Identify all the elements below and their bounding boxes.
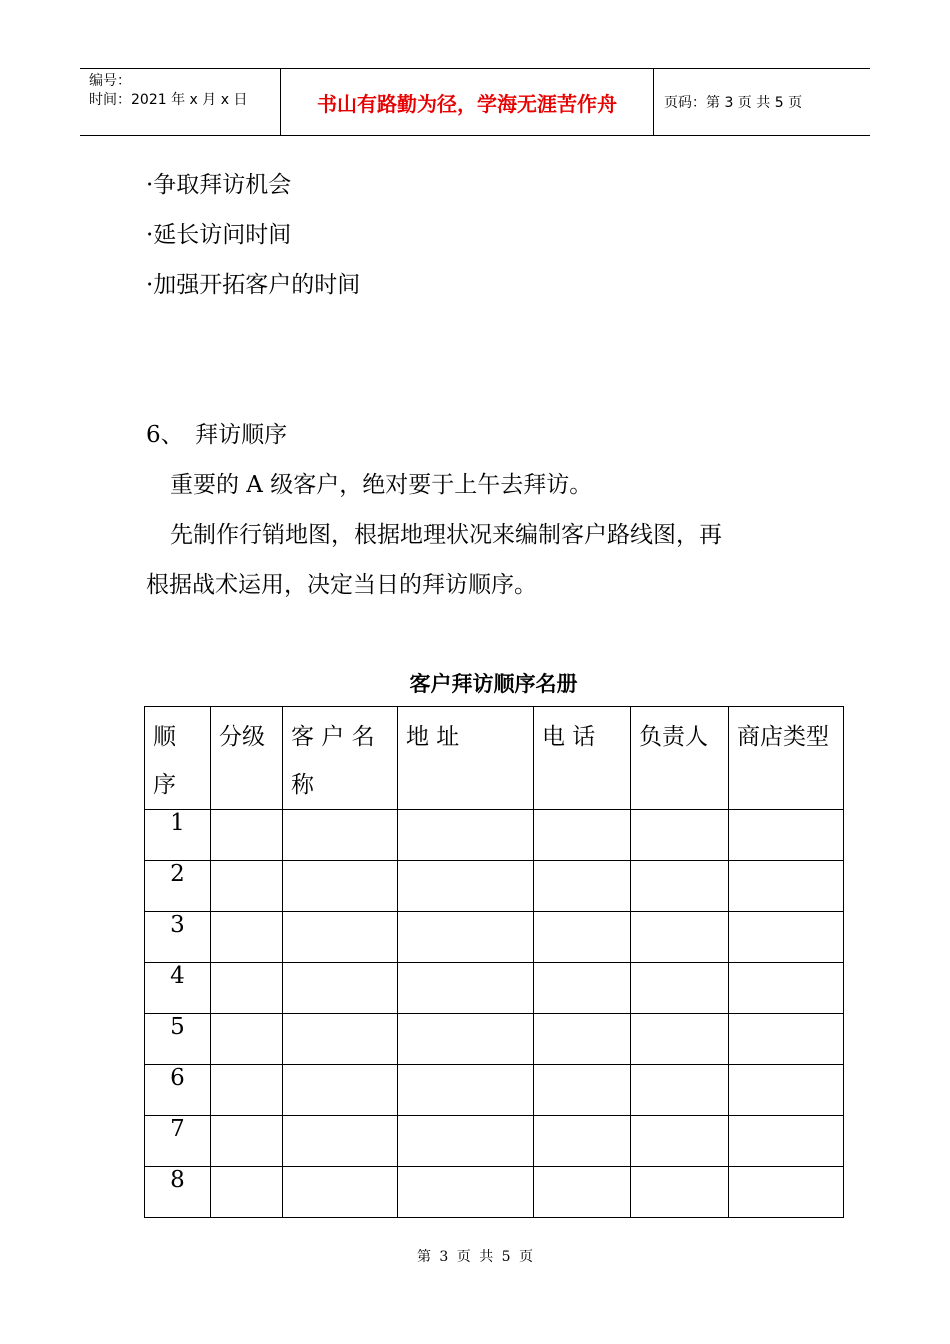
table-row — [145, 861, 844, 912]
table-row — [145, 810, 844, 861]
table-row — [145, 912, 844, 963]
header-meta — [80, 69, 281, 135]
row-number: 3 — [145, 912, 211, 963]
row-number: 7 — [145, 1116, 211, 1167]
row-number: 4 — [145, 963, 211, 1014]
col-phone: 电 话 — [534, 707, 631, 810]
table-row — [145, 1116, 844, 1167]
bullet-item: ·争取拜访机会 — [146, 172, 292, 198]
header-motto: 书山有路勤为径，学海无涯苦作舟 — [281, 69, 654, 135]
row-number: 6 — [145, 1065, 211, 1116]
row-number: 8 — [145, 1167, 211, 1218]
bullet-item: ·延长访问时间 — [146, 222, 292, 248]
table-row — [145, 1065, 844, 1116]
paragraph-2-line-2: 根据战术运用，决定当日的拜访顺序。 — [146, 572, 537, 598]
table-row — [145, 1167, 844, 1218]
col-customer-name: 客 户 名 称 — [283, 707, 398, 810]
table-title: 客户拜访顺序名册 — [409, 672, 578, 696]
page-header — [80, 68, 870, 136]
page-footer: 第 3 页 共 5 页 — [416, 1249, 534, 1265]
header-page-info: 页码：第 3 页 共 5 页 — [664, 95, 803, 111]
header-time-label: 时间：2021 年 x 月 x 日 — [89, 92, 248, 108]
row-number: 1 — [145, 810, 211, 861]
table-row — [145, 1014, 844, 1065]
col-grade: 分级 — [211, 707, 283, 810]
row-number: 5 — [145, 1014, 211, 1065]
paragraph-2-line-1: 先制作行销地图，根据地理状况来编制客户路线图，再 — [170, 522, 722, 548]
header-number-label: 编号： — [89, 73, 131, 89]
paragraph-1: 重要的 A 级客户，绝对要于上午去拜访。 — [170, 472, 593, 498]
col-store-type: 商店类型 — [729, 707, 844, 810]
section-heading: 6、 拜访顺序 — [146, 422, 288, 448]
col-address: 地 址 — [398, 707, 534, 810]
table-header-row — [145, 707, 844, 810]
col-person-in-charge: 负责人 — [631, 707, 729, 810]
bullet-item: ·加强开拓客户的时间 — [146, 272, 361, 298]
table-row — [145, 963, 844, 1014]
row-number: 2 — [145, 861, 211, 912]
col-order: 顺 序 — [145, 707, 211, 810]
visit-order-table — [144, 706, 844, 1218]
